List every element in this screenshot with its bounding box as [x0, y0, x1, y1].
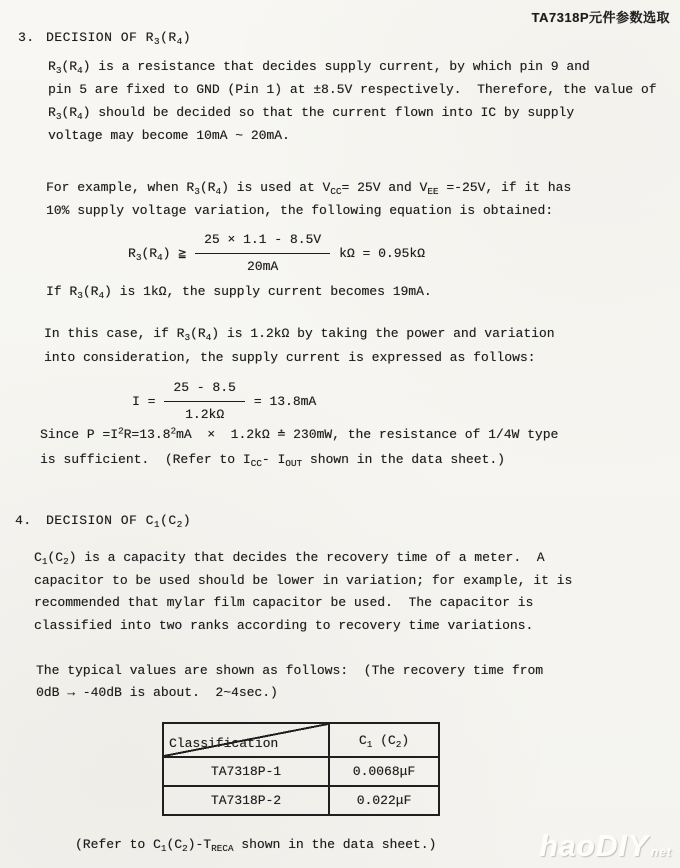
equation-r3-r4: [128, 228, 425, 278]
fraction-numerator: 25 × 1.1 - 8.5V: [195, 228, 330, 254]
equation-supply-current: [132, 376, 316, 426]
section-3-number: 3.: [18, 30, 35, 45]
table-row: [163, 786, 439, 815]
table-row: [163, 757, 439, 786]
fraction-denominator: 1.2kΩ: [185, 407, 225, 422]
capacitor-table: [162, 722, 440, 816]
classification-label: Classification: [169, 736, 279, 751]
refer-note: (Refer to $C_1(C_2)-T_{RECA}$ shown in the data sheet.): [75, 837, 437, 854]
cell-classification: TA7318P-1: [163, 757, 329, 786]
equation-lhs: I =: [132, 393, 156, 409]
fraction-numerator: 25 - 8.5: [164, 376, 244, 402]
section-3-para-1kohm: If $R_3(R_4)$ is 1kΩ, the supply current becomes 19mA.: [46, 284, 432, 301]
table-header-row: [163, 723, 439, 757]
equation-lhs: $R_3(R_4)$ ≧: [128, 245, 187, 263]
section-4-para-typical-values: The typical values are shown as follows: (The recovery time from 0dB → -40dB is about. 2~4sec.): [36, 663, 544, 700]
cell-capacitance: 0.022μF: [329, 786, 439, 815]
section-3-para-example: For example, when $R_3(R_4)$ is used at $V_{CC}= 25V$ and $V_{EE} =-25V$, if it has 10% supply voltage variation, the following equation is obtained:: [46, 180, 572, 218]
fraction-denominator: 20mA: [246, 259, 279, 274]
section-3-para-power: Since $P =I^2R=13.8^2mA \times 1.2k\Omega$ ≐ 230mW, the resistance of 1/4W type is sufficient. (Refer to $I_{CC}-$ $I_{OUT}$ shown in the data sheet.): [40, 425, 559, 469]
table-header-classification: [163, 723, 329, 757]
section-3-title: DECISION OF $R_3(R_4)$: [46, 30, 192, 47]
equation-rhs: = 13.8mA: [253, 393, 317, 409]
watermark-suffix: net: [651, 845, 672, 859]
cell-capacitance: 0.0068μF: [329, 757, 439, 786]
cell-classification: TA7318P-2: [163, 786, 329, 815]
section-3-para-resistance: $R_3(R_4)$ is a resistance that decides supply current, by which pin 9 and pin 5 are fixed to GND (Pin 1) at ±8.5V respectively. Therefore, the value of $R_3(R_4)$ should be decided so that the current flown into IC by supply voltage may become 10mA ~ 20mA.: [48, 59, 657, 143]
table-header-c1-c2: $C_1$ $(C_2)$: [329, 723, 439, 757]
section-4-number: 4.: [15, 513, 32, 528]
section-3-para-in-this-case: In this case, if $R_3(R_4)$ is 1.2kΩ by taking the power and variation into consideration, the supply current is expressed as follows:: [44, 326, 555, 365]
fraction: [195, 228, 330, 278]
section-4-title: DECISION OF $C_1(C_2)$: [46, 513, 192, 530]
watermark-logo: [539, 830, 672, 864]
equation-rhs: kΩ = 0.95kΩ: [339, 245, 425, 261]
fraction: [164, 376, 244, 426]
watermark-text: haoDIY: [539, 830, 649, 863]
section-4-para-capacity: $C_1(C_2)$ is a capacity that decides the recovery time of a meter. A capacitor to be used should be lower in variation; for example, it is recommended that mylar film capacitor be used. The capacitor is classified into two ranks according to recovery time variations.: [34, 550, 573, 633]
page-header-title: TA7318P元件参数选取: [531, 10, 670, 25]
